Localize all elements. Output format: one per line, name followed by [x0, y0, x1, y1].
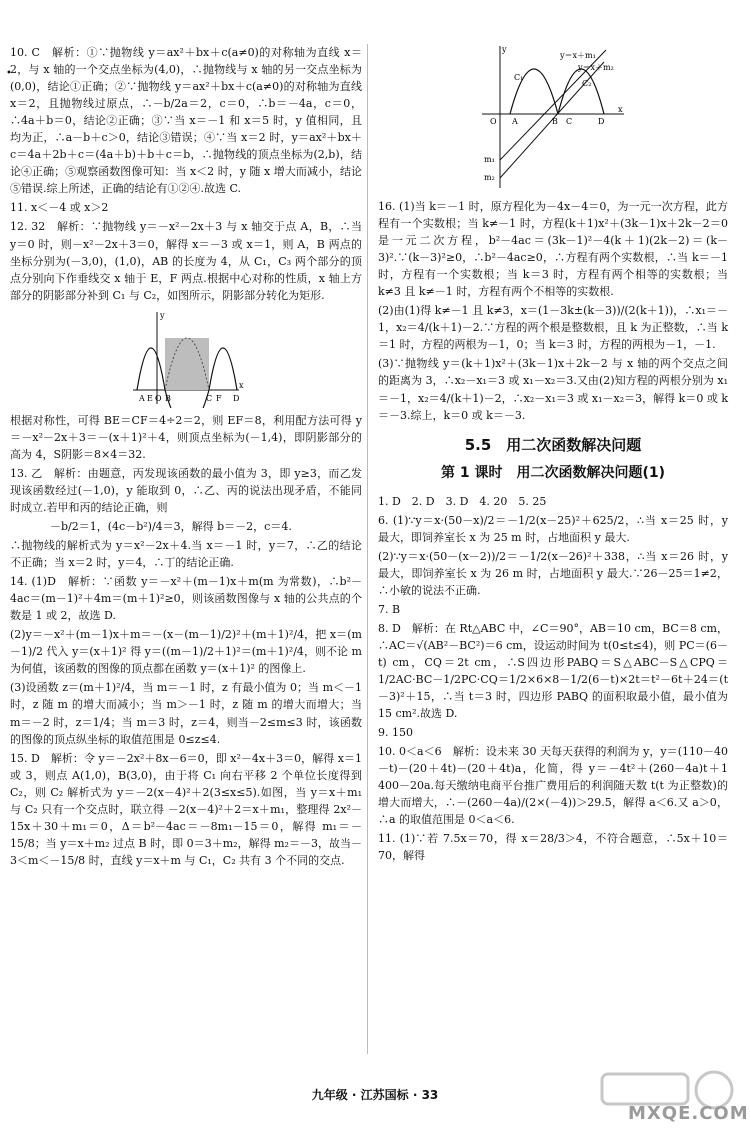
- answer-11: 11. x＜－4 或 x＞2: [10, 201, 109, 215]
- answer-16-part3: (3)∵抛物线 y＝(k＋1)x²＋(3k－1)x＋2k－2 与 x 轴的两个交点之间的距离为 3，∴x₂－x₁＝3 或 x₁－x₂＝3.又由(2)知方程的两根分别为 x₁＝－1，x₂＝4/(k＋1)－2，∴x₂－x₁＝3 或 x₁－x₂＝3，解得 k＝0 或 k＝－3.综上，k＝0 或 k＝－3.: [378, 357, 728, 422]
- translated-parabola-figure: [478, 42, 628, 190]
- fig2-label-O: O: [490, 117, 497, 126]
- fig1-label-y: y: [160, 310, 165, 320]
- fig1-label-B: B: [165, 393, 171, 403]
- fig2-label-A: A: [512, 117, 518, 126]
- answer-11-right: 11. (1)∵若 7.5x＝70，得 x＝28/3＞4，不符合题意，∴5x＋10＝70，解得: [378, 832, 728, 863]
- fig1-label-F: F: [216, 393, 222, 403]
- fig2-label-m1: m₁: [484, 155, 495, 164]
- fig2-label-m2: m₂: [484, 173, 495, 182]
- fig2-label-B: B: [552, 117, 558, 126]
- section-title: 5.5 用二次函数解决问题: [464, 435, 642, 454]
- answer-6-part2: (2)∵y＝x·(50－(x－2))/2＝－1/2(x－26)²＋338，∴当 x＝26 时，y 最大，即饲养室长 x 为 26 m 时，占地面积 y 最大.∵26－25＝1≠2，∴小敏的说法不正确.: [378, 549, 728, 597]
- fig2-label-line-m2: y＝x＋m₂: [578, 63, 614, 72]
- fig2-label-line-m1: y＝x＋m₁: [560, 51, 596, 60]
- answers-1-5: 1. D 2. D 3. D 4. 20 5. 25: [378, 494, 547, 508]
- fig2-label-y: y: [502, 45, 507, 54]
- fig1-label-C: C: [206, 393, 213, 403]
- answer-13-part1: 13. 乙 解析：由题意，丙发现该函数的最小值为 3，即 y≥3，而乙发现该函数经过(－1,0)，y 能取到 0，∴乙、丙的说法出现矛盾，不能同时成立.若甲和丙的结论正确，则: [10, 466, 362, 514]
- fig1-label-O: O: [155, 393, 162, 403]
- answer-7: 7. B: [378, 602, 401, 616]
- left-column: [10, 44, 362, 871]
- answer-10-right: 10. 0＜a＜6 解析：设未来 30 天每天获得的利润为 y，y＝(110－40－t)－(20＋4t)－(20＋4t)a，化简，得 y＝－4t²＋(260－4a)t＋1 400－20a.每天缴纳电商平台推广费用后的利润随天数 t(t 为正整数)的增大而增大，∴－(260－4a)/(2×(－4))＞29.5，解得 a＜6.又 a＞0，∴a 的取值范围是 0＜a＜6.: [378, 745, 728, 827]
- answer-16-part2: (2)由(1)得 k≠－1 且 k≠3，x＝(1－3k±(k－3))/(2(k＋1))，∴x₁＝－1，x₂＝4/(k＋1)－2.∵方程的两个根是整数根，且 k 为正整数，∴当 k＝1 时，方程的两根为－1，0；当 k＝3 时，方程的两根为－1，－1.: [378, 304, 728, 352]
- fig2-label-D: D: [598, 117, 605, 126]
- fig2-label-C2: C₂: [582, 79, 592, 88]
- fig1-label-A: A: [139, 393, 145, 403]
- fig1-label-D: D: [233, 393, 240, 403]
- answer-14-part2: (2)y＝－x²＋(m－1)x＋m＝－(x－(m－1)/2)²＋(m＋1)²/4，把 x＝(m－1)/2 代入 y＝(x＋1)² 得 y＝((m－1)/2＋1)²＝(m＋1)²/4，则不论 m 为何值，该函数的图像的顶点都在函数 y＝(x＋1)² 的图像上.: [10, 628, 362, 676]
- answer-14-part1: 14. (1)D 解析：∵函数 y＝－x²＋(m－1)x＋m(m 为常数)，∴b²－4ac＝(m－1)²＋4m＝(m＋1)²≥0，则该函数图像与 x 轴的公共点的个数是 1 或 2，故选 D.: [10, 575, 362, 623]
- answer-8: 8. D 解析：在 Rt△ABC 中，∠C＝90°，AB＝10 cm，BC＝8 cm，∴AC＝√(AB²－BC²)＝6 cm，设运动时间为 t(0≤t≤4)，则 PC＝(6－t) cm，CQ＝2t cm，∴S四边形PABQ＝S△ABC－S△CPQ＝1/2AC·BC－1/2PC·CQ＝1/2×6×8－1/2(6－t)×2t＝t²－6t＋24＝(t－3)²＋15，∴当 t＝3 时，四边形 PABQ 的面积取最小值，最小值为 15 cm².故选 D.: [378, 621, 728, 721]
- answer-10: 10. C 解析：①∵抛物线 y＝ax²＋bx＋c(a≠0)的对称轴为直线 x＝2，与 x 轴的一个交点坐标为(4,0)，∴抛物线与 x 轴的另一交点坐标为(0,0)，结论①正确；②∵抛物线 y＝ax²＋bx＋c(a≠0)的对称轴为直线 x＝2，且抛物线过原点，∴－b/2a＝2，c＝0，∴b＝－4a，c＝0，∴4a＋b＝0，结论②正确；③∵当 x＝－1 和 x＝5 时，y 值相同，且均为正，∴a－b＋c＞0，结论③错误；④∵当 x＝2 时，y＝ax²＋bx＋c＝4a＋2b＋c＝(4a＋b)＋b＋c＝b，∴抛物线的顶点坐标为(2,b)，结论④正确；⑤观察函数图像可知：当 x＜2 时，y 随 x 增大而减小，结论⑤错误.综上所述，正确的结论有①②④.故选 C.: [10, 46, 362, 196]
- answer-13-system: －b/2＝1，(4c－b²)/4＝3，解得 b＝－2，c＝4.: [50, 519, 292, 533]
- answer-9: 9. 150: [378, 726, 413, 740]
- answer-6-part1: 6. (1)∵y＝x·(50－x)/2＝－1/2(x－25)²＋625/2，∴当 x＝25 时，y 最大，即饲养室长 x 为 25 m 时，占地面积 y 最大.: [378, 513, 728, 544]
- right-column: [378, 198, 728, 867]
- fig2-label-C1: C₁: [514, 73, 524, 82]
- answer-15: 15. D 解析：令 y＝－2x²＋8x－6＝0，即 x²－4x＋3＝0，解得 x＝1 或 3，则点 A(1,0)，B(3,0)，由于将 C₁ 向右平移 2 个单位长度得到 C₂，则 C₂ 解析式为 y＝－2(x－4)²＋2(3≤x≤5).如图，当 y＝x＋m₁ 与 C₂ 只有一个交点时，联立得 －2(x－4)²＋2＝x＋m₁，整理得 2x²－15x＋30＋m₁＝0，Δ＝b²－4ac＝－8m₁－15＝0，解得 m₁＝－15/8；当 y＝x＋m₂ 过点 B 时，即 0＝3＋m₂，解得 m₂＝－3，故当－3＜m＜－15/8 时，直线 y＝x＋m 与 C₁，C₂ 共有 3 个不同的交点.: [10, 751, 362, 867]
- answer-12-part1: 12. 32 解析：∵抛物线 y＝－x²－2x＋3 与 x 轴交于点 A，B，∴当 y＝0 时，则－x²－2x＋3＝0，解得 x＝－3 或 x＝1，则 A，B 两点的坐标分别为(－3,0)，(1,0)，AB 的长度为 4，从 C₁，C₃ 两个部分的顶点分别向下作垂线交 x 轴于 E，F 两点.根据中心对称的性质，x 轴上方部分的阴影部分补到 C₁ 与 C₂，如图所示，阴影部分转化为矩形.: [10, 220, 362, 302]
- fig1-label-x: x: [239, 380, 244, 390]
- page-footer: 九年级 · 江苏国标 · 33: [311, 1088, 439, 1102]
- answer-13-part2: ∴抛物线的解析式为 y＝x²－2x＋4.当 x＝－1 时，y＝7，∴乙的结论不正确；当 x＝2 时，y＝4，∴丁的结论正确.: [10, 539, 362, 570]
- column-divider: [367, 44, 368, 1054]
- fig2-label-x: x: [618, 105, 623, 114]
- answer-16-part1: 16. (1)当 k＝－1 时，原方程化为－4x－4＝0，为一元一次方程，此方程有一个实数根；当 k≠－1 时，方程(k＋1)x²＋(3k－1)x＋2k－2＝0 是一元二次方程，b²－4ac＝(3k－1)²－4(k＋1)(2k－2)＝(k－3)².∵(k－3)²≥0，∴b²－4ac≥0，∴方程有两个实数根，∴当 k＝－1 时，方程有一个实数根；当 k＝3 时，方程有两个相等的实数根；当 k≠3 且 k≠－1 时，方程有两个不相等的实数根.: [378, 200, 728, 299]
- fig2-label-C: C: [566, 117, 573, 126]
- answer-12-part2: 根据对称性，可得 BE＝CF＝4÷2＝2，则 EF＝8，利用配方法可得 y＝－x²－2x＋3＝－(x＋1)²＋4，则顶点坐标为(－1,4)，即阴影部分的高为 4，S阴影＝8×4＝32.: [10, 413, 362, 461]
- answer-14-part3: (3)设函数 z＝(m＋1)²/4，当 m＝－1 时，z 有最小值为 0；当 m＜－1 时，z 随 m 的增大而减小；当 m＞－1 时，z 随 m 的增大而增大；当 m＝－2 时，z＝1/4；当 m＝3 时，z＝4，则当－2≤m≤3 时，该函数的图像的顶点纵坐标的取值范围是 0≤z≤4.: [10, 681, 362, 746]
- fig1-label-E: E: [147, 393, 153, 403]
- margin-mark: •: [6, 68, 12, 79]
- lesson-title: 第 1 课时 用二次函数解决问题(1): [440, 464, 666, 481]
- parabola-shaded-figure: [127, 308, 245, 408]
- watermark-text: MXQE.COM: [628, 1103, 749, 1124]
